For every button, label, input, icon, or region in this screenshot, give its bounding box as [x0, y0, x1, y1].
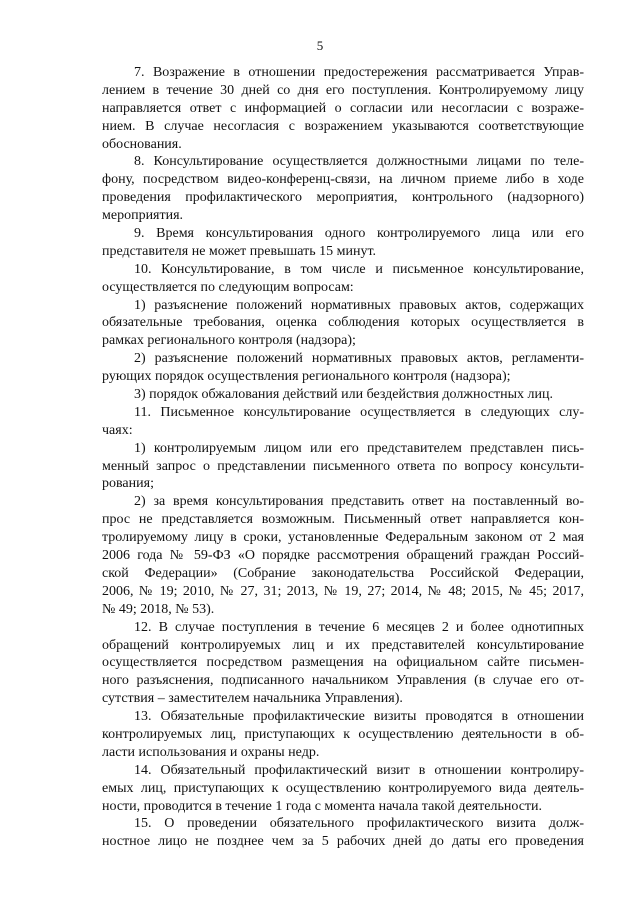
text-line: ской Федерации» (Собрание законодательства Российской Федерации,	[102, 565, 584, 581]
text-line: 1) разъяснение положений нормативных правовых актов, содержащих	[134, 297, 584, 313]
text-line: контролируемых лиц, приступающих к осуществлению деятельности в об-	[102, 726, 584, 742]
text-line: прос не представляется возможным. Письменный ответ направляется кон-	[102, 512, 584, 528]
text-line: 13. Обязательные профилактические визиты проводятся в отношении	[134, 709, 584, 725]
text-line: сутствия – заместителем начальника Управления).	[102, 691, 403, 707]
text-line: фону, посредством видео-конференц-связи, на личном приеме либо в ходе	[102, 172, 584, 188]
text-line: осуществляется посредством размещения на официальном сайте письмен-	[102, 655, 584, 671]
text-line: 10. Консультирование, в том числе и письменное консультирование,	[134, 261, 584, 277]
text-line: ностное лицо не позднее чем за 5 рабочих дней до даты его проведения	[102, 834, 584, 850]
text-line: тролируемому лицу в сроки, установленные Федеральным законом от 2 мая	[102, 530, 584, 546]
text-line: направляется ответ с информацией о согласии или несогласии с возраже-	[102, 100, 584, 116]
text-line: менный запрос о представлении письменного ответа по вопросу консульти-	[102, 458, 584, 474]
text-line: 2) разъяснение положений нормативных правовых актов, регламенти-	[134, 351, 584, 367]
text-line: чаях:	[102, 422, 133, 438]
document-body	[102, 64, 584, 851]
text-line: представителя не может превышать 15 минут.	[102, 243, 377, 259]
text-line: ласти использования и охраны недр.	[102, 744, 320, 760]
text-line: 1) контролируемым лицом или его представителем представлен пись-	[134, 440, 584, 456]
text-line: 9. Время консультирования одного контролируемого лица или его	[134, 226, 584, 242]
text-line: ности, проводится в течение 1 года с момента начала такой деятельности.	[102, 798, 543, 814]
text-line: мероприятия.	[102, 208, 184, 224]
text-line: проведения профилактического мероприятия, контрольного (надзорного)	[102, 190, 584, 206]
text-line: емых лиц, приступающих к осуществлению контролируемого вида деятель-	[102, 780, 584, 796]
text-line: осуществляется по следующим вопросам:	[102, 279, 354, 295]
text-line: 14. Обязательный профилактический визит в отношении контролиру-	[134, 762, 584, 778]
text-line: 8. Консультирование осуществляется должностными лицами по теле-	[134, 154, 584, 170]
text-line: 12. В случае поступления в течение 6 месяцев 2 и более однотипных	[134, 619, 584, 635]
text-line: 2) за время консультирования представить ответ на поставленный во-	[134, 494, 584, 510]
text-line: 15. О проведении обязательного профилактического визита долж-	[134, 816, 584, 832]
text-line: рования;	[102, 476, 154, 492]
text-line: 11. Письменное консультирование осуществляется в следующих слу-	[134, 404, 584, 420]
page-number: 5	[316, 38, 324, 53]
text-line: обращений контролируемых лиц и их представителей консультирование	[102, 637, 584, 653]
text-line: 7. Возражение в отношении предостережения рассматривается Управ-	[134, 65, 584, 80]
text-line: обоснования.	[102, 136, 182, 152]
text-line: ного разъяснения, подписанного начальником Управления (в случае его от-	[102, 673, 584, 689]
text-line: обязательные требования, оценка соблюдения которых осуществляется в	[102, 315, 584, 331]
text-line: рующих порядок осуществления регионального контроля (надзора);	[102, 369, 511, 385]
text-line: № 49; 2018, № 53).	[102, 601, 215, 617]
text-line: нием. В случае несогласия с возражением указываются соответствующие	[102, 118, 584, 134]
text-line: рамках регионального контроля (надзора);	[102, 333, 356, 349]
text-line: лением в течение 30 дней со дня его поступления. Контролируемому лицу	[102, 82, 584, 98]
text-line: 2006, № 19; 2010, № 27, 31; 2013, № 19, 27; 2014, № 48; 2015, № 45; 2017,	[102, 583, 584, 599]
text-line: 3) порядок обжалования действий или бездействия должностных лиц.	[134, 387, 554, 403]
text-line: 2006 года № 59-ФЗ «О порядке рассмотрения обращений граждан Россий-	[102, 548, 584, 564]
